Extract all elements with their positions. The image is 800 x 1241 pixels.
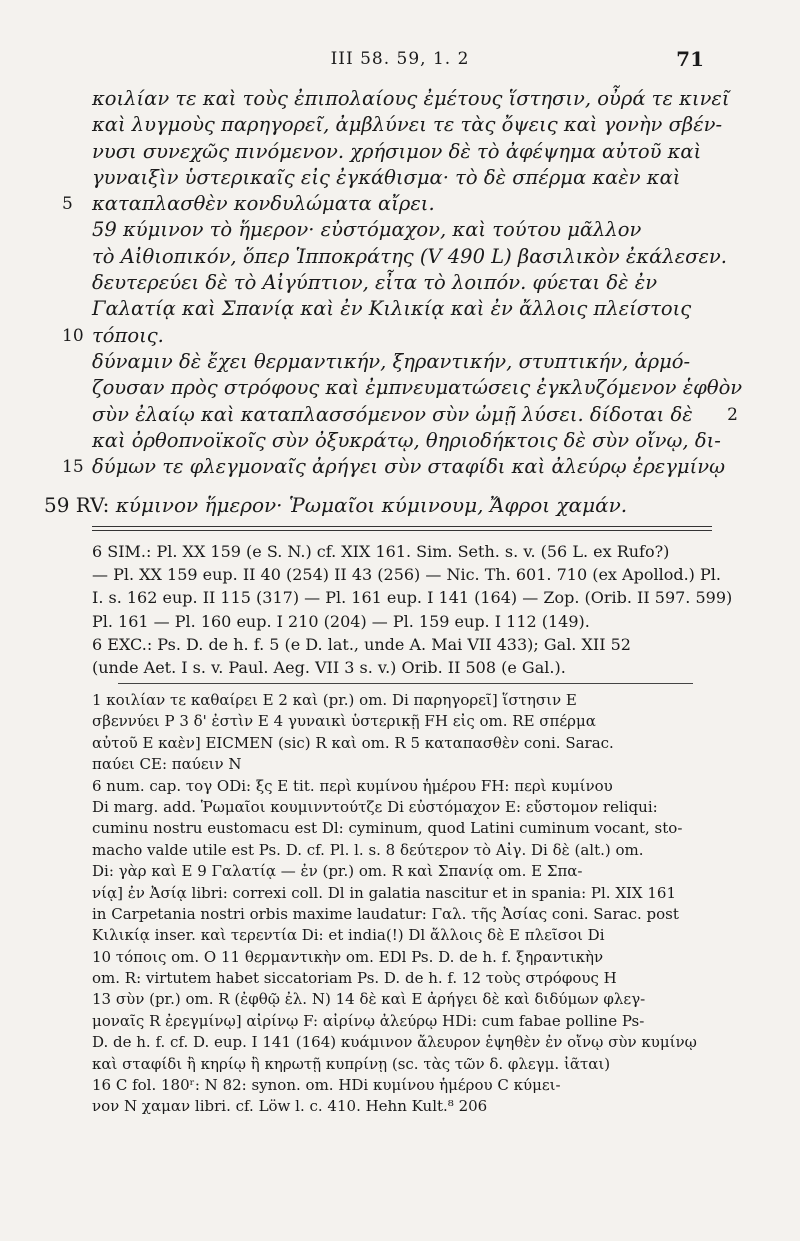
line-text: καὶ λυγμοὺς παρηγορεῖ, ἀμβλύνει τε τὰς ὄψεις καὶ γονὴν σβέν- [92,113,723,137]
gloss-text: κύμινον ἥμερον· Ῥωμαῖοι κύμινουμ, Ἄφροι χαμάν. [115,493,628,517]
line-text: δύμων τε φλεγμοναῖς ἀρήγει σὺν σταφίδι καὶ ἀλεύρῳ ἐρεγμίνῳ [92,455,725,479]
text-line [92,402,738,428]
apparatus-line: νίᾳ] ἐν Ἀσίᾳ libri: correxi coll. Dl in galatia nascitur et in spania: Pl. XIX 161 [92,883,676,902]
apparatus-line: Di: γὰρ καὶ E 9 Γαλατίᾳ — ἐν (pr.) om. R καὶ Σπανίᾳ om. E Σπα- [92,862,583,881]
apparatus-line: 16 C fol. 180ʳ: N 82: synon. om. HDi κυμίνου ἡμέρου C κύμει- [92,1076,561,1095]
apparatus-line: 13 σὺν (pr.) om. R (ἐφθῷ ἐλ. N) 14 δὲ καὶ E ἀρήγει δὲ καὶ διδύμων φλεγ- [92,990,646,1009]
apparatus-line: I. s. 162 eup. II 115 (317) — Pl. 161 eup. I 141 (164) — Zop. (Orib. II 597. 599) [92,588,733,608]
apparatus-line: 6 SIM.: Pl. XX 159 (e S. N.) cf. XIX 161. Sim. Seth. s. v. (56 L. ex Rufo?) [92,542,670,561]
line-text: ζουσαν πρὸς στρόφους καὶ ἐμπνευματώσεις ἐγκλυζόμενον ἑφθὸν [92,376,743,400]
line-text: κοιλίαν τε καὶ τοὺς ἐπιπολαίους ἐμέτους ἵστησιν, οὖρά τε κινεῖ [92,87,730,110]
text-line [62,323,712,349]
line-text: νυσι συνεχῶς πινόμενον. χρήσιμον δὲ τὸ ἀφέψημα αὐτοῦ καὶ [92,139,702,163]
main-text [62,86,743,480]
text-line [92,375,743,401]
apparatus-line: cuminu nostru eustomacu est Dl: cyminum, quod Latini cuminum vocant, sto- [92,819,683,838]
page-number: 71 [676,47,704,71]
text-line [62,191,712,217]
apparatus-line: 6 num. cap. τογ ODi: ξς E tit. περὶ κυμίνου ἡμέρου FH: περὶ κυμίνου [92,776,613,795]
apparatus-line: — Pl. XX 159 eup. II 40 (254) II 43 (256) — Nic. Th. 601. 710 (ex Apollod.) Pl. [92,565,721,585]
apparatus-line: 1 κοιλίαν τε καθαίρει E 2 καὶ (pr.) om. Di παρηγορεῖ] ἵστησιν E [92,691,577,709]
apparatus-line: macho valde utile est Ps. D. cf. Pl. l. s. 8 δεύτερον τὸ Αἰγ. Di δὲ (alt.) om. [92,840,644,859]
text-line [92,296,712,322]
text-line [92,270,712,296]
critical-apparatus [92,690,716,1118]
line-number: 10 [62,325,84,346]
text-line [92,112,723,138]
line-text: Γαλατίᾳ καὶ Σπανίᾳ καὶ ἐν Κιλικίᾳ καὶ ἐν ἄλλοις πλείστοις [92,297,692,321]
line-text: καὶ ὀρθοπνοϊκοῖς σὺν ὀξυκράτῳ, θηριοδήκτοις δὲ σὺν οἴνῳ, δι- [92,428,721,452]
line-text: τόποις. [92,323,164,347]
line-text: δευτερεύει δὲ τὸ Αἰγύπτιον, εἶτα τὸ λοιπόν. φύεται δὲ ἐν [92,271,658,295]
testimonia-apparatus [92,540,733,679]
text-line [92,349,712,375]
line-text: 59 κύμινον τὸ ἥμερον· εὐστόμαχον, καὶ τούτου μᾶλλον [92,218,642,242]
apparatus-line: σβεννύει P 3 δ' ἐστὶν E 4 γυναικὶ ὑστερικῇ FH εἰς om. RE σπέρμα [92,712,596,731]
apparatus-line: αὐτοῦ E καὲν] ΕΙCΜΕΝ (sic) R καὶ om. R 5 καταπασθὲν coni. Sarac. [92,733,614,752]
apparatus-line: om. R: virtutem habet siccatoriam Ps. D. de h. f. 12 τοὺς στρόφους H [92,969,617,988]
line-text: δύναμιν δὲ ἔχει θερμαντικήν, ξηραντικήν, στυπτικήν, ἁρμό- [92,349,691,373]
text-line [92,217,712,243]
apparatus-line: 6 EXC.: Ps. D. de h. f. 5 (e D. lat., unde A. Mai VII 433); Gal. XII 52 [92,634,631,654]
line-text: γυναιξὶν ὑστερικαῖς εἰς ἐγκάθισμα· τὸ δὲ σπέρμα καὲν καὶ [92,165,681,189]
divider-rule [92,530,712,531]
apparatus-line: καὶ σταφίδι ἢ κηρίῳ ἢ κηρωτῇ κυπρίνῃ (sc. τὰς τῶν δ. φλεγμ. ἰᾶται) [92,1054,611,1073]
apparatus-line: παύει CE: παύειν N [92,755,242,774]
text-line [92,139,712,165]
gloss-label: 59 RV: [44,493,110,517]
line-text: τὸ Αἰθιοπικόν, ὅπερ Ἱπποκράτης (V 490 L) βασιλικὸν ἐκάλεσεν. [92,244,727,268]
apparatus-divider [118,683,693,684]
apparatus-line: Κιλικίᾳ inser. καὶ τερεντία Di: et india(!) Dl ἄλλοις δὲ E πλεῖσοι Di [92,926,605,945]
text-line [62,454,725,480]
apparatus-line: 10 τόποις om. O 11 θερμαντικὴν om. EDl Ps. D. de h. f. ξηραντικὴν [92,947,604,966]
line-text: καταπλασθὲν κονδυλώματα αἴρει. [92,192,435,216]
apparatus-line: μοναῖς R ἐρεγμίνῳ] αἰρίνῳ F: αἰρίνῳ ἀλεύρῳ HDi: cum fabae polline Ps- [92,1011,645,1030]
line-number: 15 [62,457,84,478]
page-header [0,47,800,77]
apparatus-line: νον N χαμαν libri. cf. Löw l. c. 410. Hehn Kult.⁸ 206 [92,1097,488,1116]
apparatus-line: Di marg. add. Ῥωμαῖοι κουμινντούτζε Di εὐστόμαχον E: εὔστομον reliqui: [92,797,658,816]
apparatus-line: (unde Aet. I s. v. Paul. Aeg. VII 3 s. v.) Orib. II 508 (e Gal.). [92,657,566,677]
margin-reference: 2 [727,404,738,425]
text-line [92,428,721,454]
running-head: III 58. 59, 1. 2 [330,49,470,69]
apparatus-line: Pl. 161 — Pl. 160 eup. I 210 (204) — Pl. 159 eup. I 112 (149). [92,611,590,631]
text-line [92,86,730,112]
text-line [92,244,727,270]
line-number: 5 [62,194,73,215]
divider-rule [92,526,712,527]
synonym-gloss [44,493,684,517]
apparatus-line: D. de h. f. cf. D. eup. I 141 (164) κυάμινον ἄλευρον ἑψηθὲν ἐν οἴνῳ σὺν κυμίνῳ [92,1033,697,1052]
text-line [92,165,712,191]
apparatus-line: in Carpetania nostri orbis maxime laudatur: Γαλ. τῆς Ἀσίας coni. Sarac. post [92,904,679,923]
line-text: σὺν ἐλαίῳ καὶ καταπλασσόμενον σὺν ὠμῇ λύσει. δίδοται δὲ [92,402,693,426]
